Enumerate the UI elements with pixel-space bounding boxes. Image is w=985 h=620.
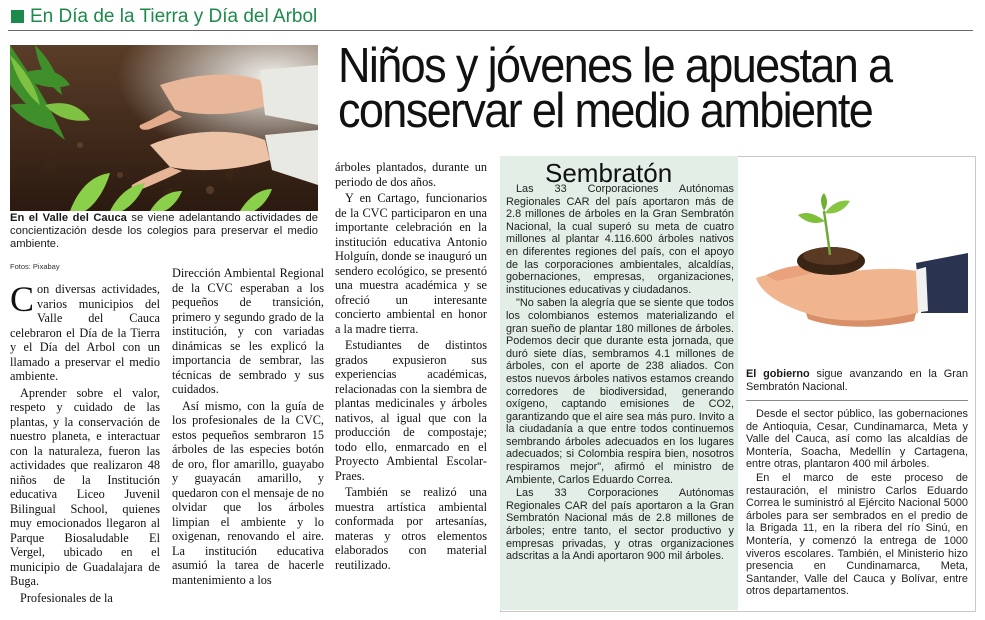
right-column-text [746, 408, 968, 599]
caption-bold: En el Valle del Cauca [10, 212, 127, 224]
paragraph-text: on diversas actividades, varios municipios del Valle del Cauca celebraron el Día de la Tierra y el Día del Arbol con un llamado a preservar el medio ambiente. [10, 282, 160, 383]
sidebar-title: Sembratón [545, 158, 673, 188]
paragraph: Así mismo, con la guía de los profesionales de la CVC, estos pequeños sembraron 15 árboles de las especies botón de oro, flor amarillo, guayabo y guayacán amarillo, y quedaron con el mensaje de no olvidar que los árboles limpian el ambiente y lo oxigenan, renovando el aire. La institución educativa asumió la tarea de hacerle mantenimiento a los [172, 398, 324, 587]
paragraph: En el marco de este proceso de restauración, el ministro Carlos Eduardo Correa le suministró al Ejército Nacional 5000 árboles para ser sembrados en el predio de la Brigada 11, en la ribera del río Sinú, en Montería, y comenzó la entrega de 1000 viveros escolares. También, el Ministerio hizo presencia en Cundinamarca, Meta, Santander, Valle del Cauca y Bolívar, entre otros departamentos. [746, 471, 968, 598]
hand-holding-seedling-icon [746, 163, 968, 363]
paragraph: árboles plantados, durante un periodo de dos años. [335, 160, 487, 189]
divider [746, 400, 968, 401]
paragraph: Profesionales de la [20, 590, 113, 605]
article-column-1 [10, 279, 160, 607]
paragraph: Estudiantes de distintos grados expusieron sus experiencias académicas, relacionadas con la siembra de plantas medicinales y árboles nativos, al igual que con la producción de compostaje; todo ello, enmarcado en el Proyecto Ambiental Escolar-Praes. [335, 338, 487, 483]
paragraph: Y en Cartago, funcionarios de la CVC participaron en una importante celebración en la institución educativa Antonio Holguín, donde se inauguró un sendero ecológico, se presentó una muestra académica y se ofreció un interesante concierto ambiental en honor a la madre tierra. [335, 191, 487, 336]
sidebar-text [506, 183, 734, 564]
section-header [8, 6, 973, 31]
seedling-photo [746, 163, 968, 363]
paragraph: Dirección Ambiental Regional de la CVC esperaban a los pequeños de transición, primero y segundo grado de la institución, y con variadas dinámicas se les explicó la importancia de sembrar, las técnicas de sembrado y sus cuidados. [172, 266, 324, 396]
hands-planting-photo [10, 45, 318, 211]
photo-credit: Fotos: Pixabay [10, 262, 60, 271]
photo2-caption [746, 368, 968, 393]
paragraph: Desde el sector público, las gobernaciones de Antioquia, Cesar, Cundinamarca, Meta y Valle del Cauca, así como las alcaldías de Montería, Soacha, Medellín y Cartagena, entre otras, plantaron 400 mil árboles. [746, 408, 968, 471]
caption-bold: El gobierno [746, 368, 810, 380]
caption-text: sigue avanzando en la Gran Sembratón Nacional. [746, 368, 968, 393]
paragraph: Aprender sobre el valor, respeto y cuidado de las plantas, y la conservación de nuestro planeta, e interactuar con la naturaleza, fueron las actividades que realizaron 48 niños de la Institución educativa Liceo Juvenil Bilingual School, quienes muy emocionados llegaron al Parque Biosaludable El Vergel, ubicado en el municipio de Guadalajara de Buga. [10, 385, 160, 588]
article-column-3 [335, 160, 487, 574]
section-marker-icon [11, 10, 24, 23]
paragraph: También se realizó una muestra artística ambiental conformada por artesanías, materas y otros elementos elaborados con material reutilizado. [335, 485, 487, 572]
headline: Niños y jóvenes le apuestan a conservar el medio ambiente [338, 39, 892, 138]
photo-caption [10, 212, 318, 251]
hands-planting-soil-icon [10, 45, 318, 211]
paragraph [10, 279, 160, 384]
drop-cap: C [10, 279, 35, 319]
paragraph: Las 33 Corporaciones Autónomas Regionales CAR del país aportaron más de 2.8 millones de árboles en la Gran Sembratón Nacional, la cual superó su meta de cuatro millones al plantar 4.116.600 árboles nativos en diferentes regiones del país, con el apoyo de las corporaciones ambientales, alcaldías, gobernaciones, empresas, organizaciones, instituciones educativas y ciudadanos. [506, 183, 734, 296]
section-title: En Día de la Tierra y Día del Arbol [30, 6, 318, 27]
paragraph: "No saben la alegría que se siente que todos los colombianos estemos materializando el gran sueño de plantar 180 millones de árboles. Podemos decir que durante esta jornada, que duró siete días, sembramos 4.1 millones de árboles, con el aporte de 238 aliados. Con estos nuevos árboles nativos estamos creando corredores de biodiversidad, generando oxígeno, captando emisiones de CO2, garantizando que el aire sea más puro. Invito a la ciudadanía a que entre todos continuemos sembrando árboles adecuados en los lugares adecuados; si Colombia respira bien, nosotros respiramos mejor", afirmó el ministro de Ambiente, Carlos Eduardo Correa. [506, 297, 734, 486]
caption-text: se viene adelantando actividades de concientización desde los colegios para preservar el medio ambiente. [10, 212, 319, 250]
paragraph: Las 33 Corporaciones Autónomas Regionales CAR del país aportaron a la Gran Sembratón Nacional más de 2.8 millones de árboles; entre tanto, el sector productivo y empresas privadas, y otras organizaciones adscritas a la Andi aportaron 900 mil árboles. [506, 487, 734, 563]
article-column-2 [172, 266, 324, 589]
